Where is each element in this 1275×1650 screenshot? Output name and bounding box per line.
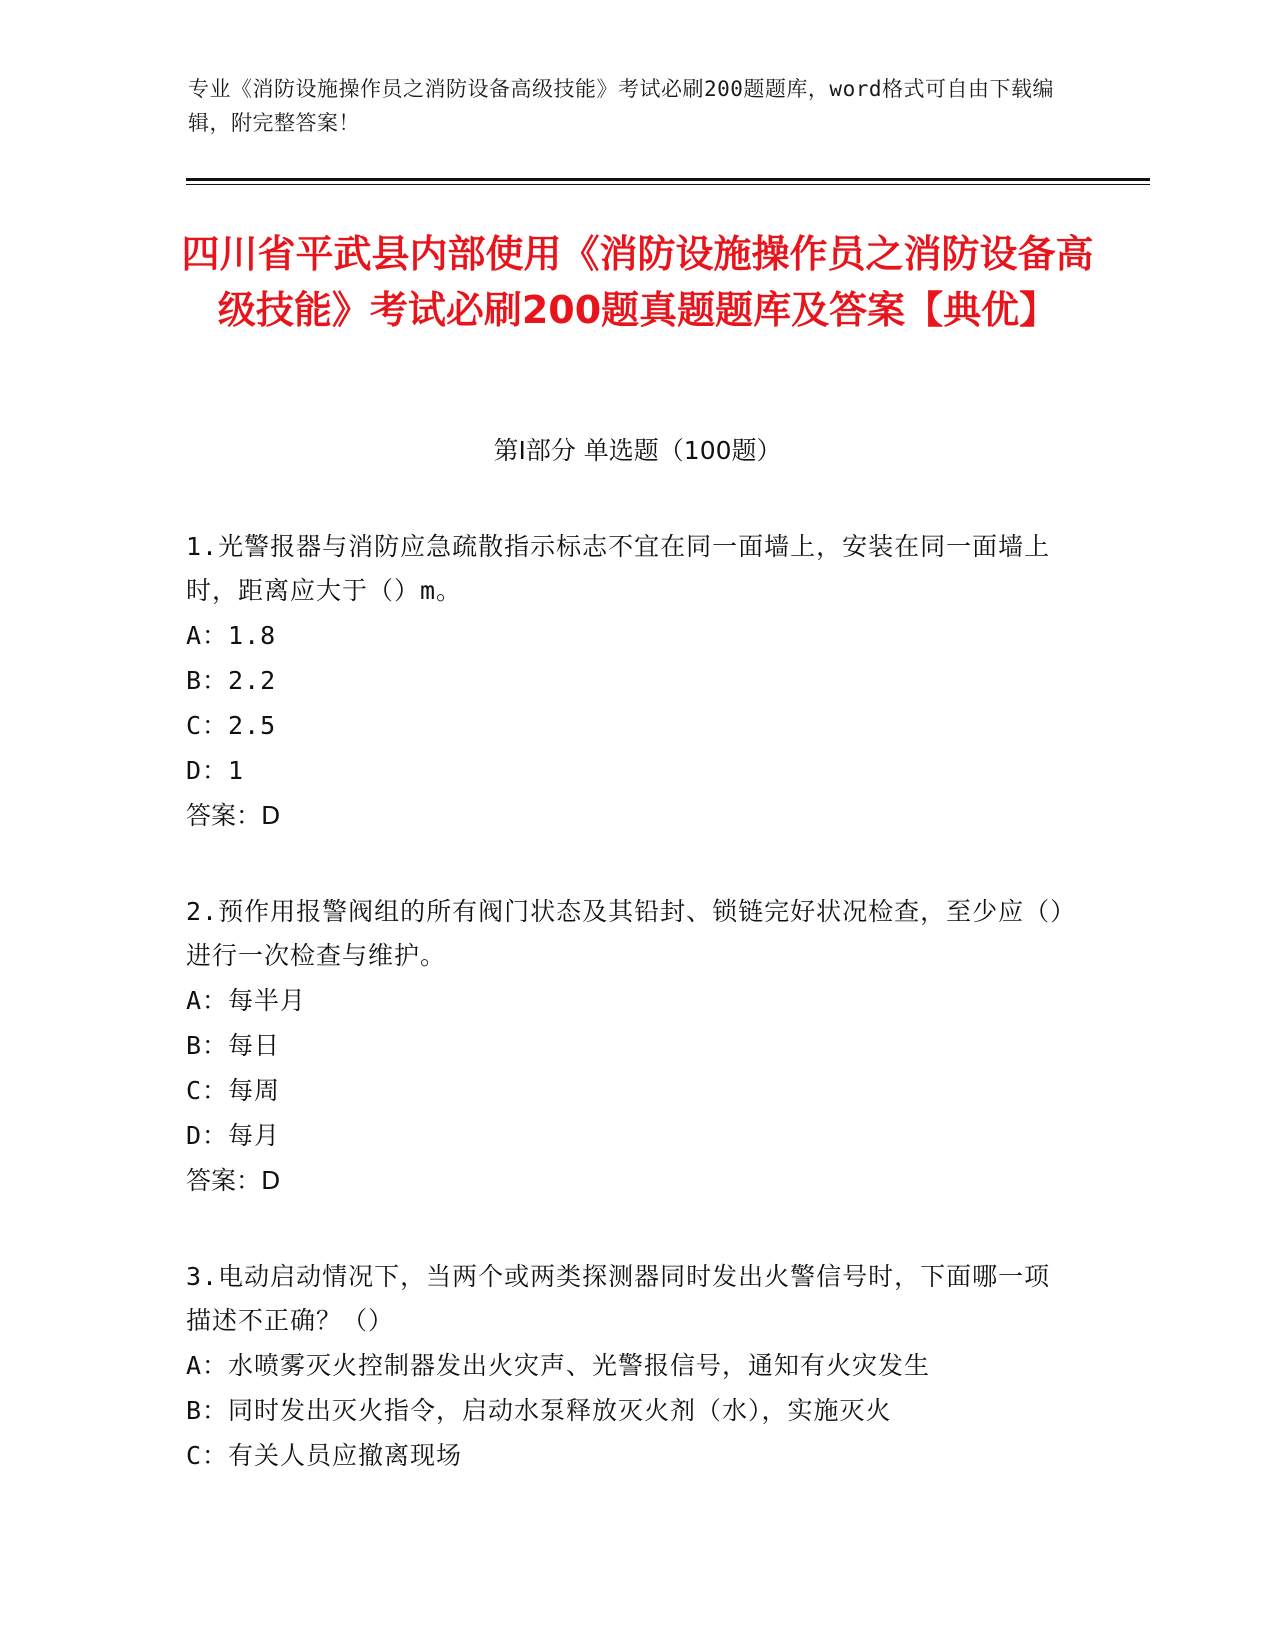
- option-b: B：2.2: [186, 666, 277, 695]
- question-stem: 1.光警报器与消防应急疏散指示标志不宜在同一面墙上，安装在同一面墙上时，距离应大于（）m。: [186, 532, 1051, 605]
- answer: 答案：D: [186, 1166, 281, 1195]
- question-3: [186, 1255, 1066, 1478]
- question-2: [186, 890, 1066, 1203]
- option-c: C：有关人员应撤离现场: [186, 1441, 463, 1470]
- document-title: 四川省平武县内部使用《消防设施操作员之消防设备高级技能》考试必刷200题真题题库及答案【典优】: [181, 232, 1094, 332]
- header-divider-thin: [186, 184, 1150, 185]
- option-a: A：1.8: [186, 621, 277, 650]
- option-a: A：水喷雾灭火控制器发出火灾声、光警报信号，通知有火灾发生: [186, 1351, 931, 1380]
- option-b: B：同时发出灭火指令，启动水泵释放灭火剂（水），实施灭火: [186, 1396, 892, 1425]
- header-note: 专业《消防设施操作员之消防设备高级技能》考试必刷200题题库，word格式可自由下载编辑，附完整答案！: [188, 77, 1054, 135]
- section-title: 第I部分 单选题（100题）: [493, 436, 782, 465]
- option-c: C：2.5: [186, 711, 277, 740]
- header-divider-thick: [186, 178, 1150, 181]
- option-d: D：每月: [186, 1121, 281, 1150]
- option-c: C：每周: [186, 1076, 281, 1105]
- option-a: A：每半月: [186, 986, 307, 1015]
- question-stem: 2.预作用报警阀组的所有阀门状态及其铅封、锁链完好状况检查，至少应（）进行一次检查与维护。: [186, 897, 1064, 970]
- option-d: D：1: [186, 756, 245, 785]
- option-b: B：每日: [186, 1031, 281, 1060]
- question-1: [186, 525, 1066, 838]
- question-stem: 3.电动启动情况下，当两个或两类探测器同时发出火警信号时，下面哪一项描述不正确？（）: [186, 1262, 1051, 1335]
- question-list: [186, 525, 1066, 1530]
- answer: 答案：D: [186, 801, 281, 830]
